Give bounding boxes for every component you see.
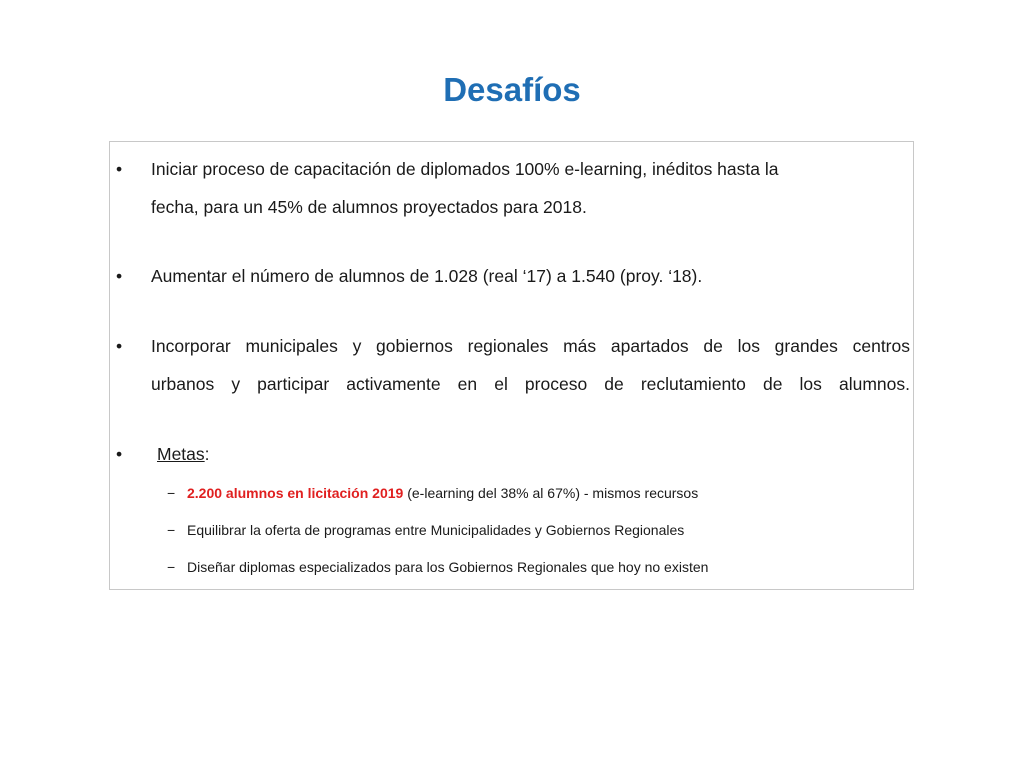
bullet-line: Incorporar municipales y gobiernos regionales más apartados de los grandes centros: [151, 336, 910, 356]
meta-item-disenar: [167, 557, 708, 577]
meta-text: (e-learning del 38% al 67%) - mismos recursos: [403, 485, 699, 501]
bullet-text: [151, 327, 910, 403]
slide-title: Desafíos: [443, 71, 581, 108]
meta-text: Diseñar diplomas especializados para los Gobiernos Regionales que hoy no existen: [187, 559, 709, 575]
bullet-line: fecha, para un 45% de alumnos proyectados para 2018.: [151, 197, 587, 217]
meta-highlight: 2.200 alumnos en licitación 2019: [187, 485, 404, 501]
bullet-marker: •: [116, 266, 123, 286]
dash-marker: −: [167, 559, 176, 575]
bullet-line: Iniciar proceso de capacitación de diplomados 100% e-learning, inéditos hasta la: [151, 159, 779, 179]
dash-marker: −: [167, 522, 176, 538]
metas-heading: [157, 435, 916, 473]
bullet-marker: •: [116, 159, 123, 179]
bullet-text: [151, 150, 910, 226]
bullet-line: Aumentar el número de alumnos de 1.028 (real ‘17) a 1.540 (proy. ‘18).: [151, 266, 703, 286]
dash-marker: −: [167, 485, 176, 501]
bullet-marker: •: [116, 336, 123, 356]
metas-label: Metas: [157, 444, 205, 464]
bullet-marker: •: [116, 444, 123, 464]
bullet-text: [151, 257, 910, 295]
meta-text: Equilibrar la oferta de programas entre Municipalidades y Gobiernos Regionales: [187, 522, 685, 538]
bullet-line: urbanos y participar activamente en el proceso de reclutamiento de los alumnos.: [151, 374, 910, 394]
content-box: [109, 141, 914, 590]
meta-item-licitacion: [167, 483, 698, 503]
metas-colon: :: [204, 444, 210, 464]
meta-item-equilibrar: [167, 520, 684, 540]
